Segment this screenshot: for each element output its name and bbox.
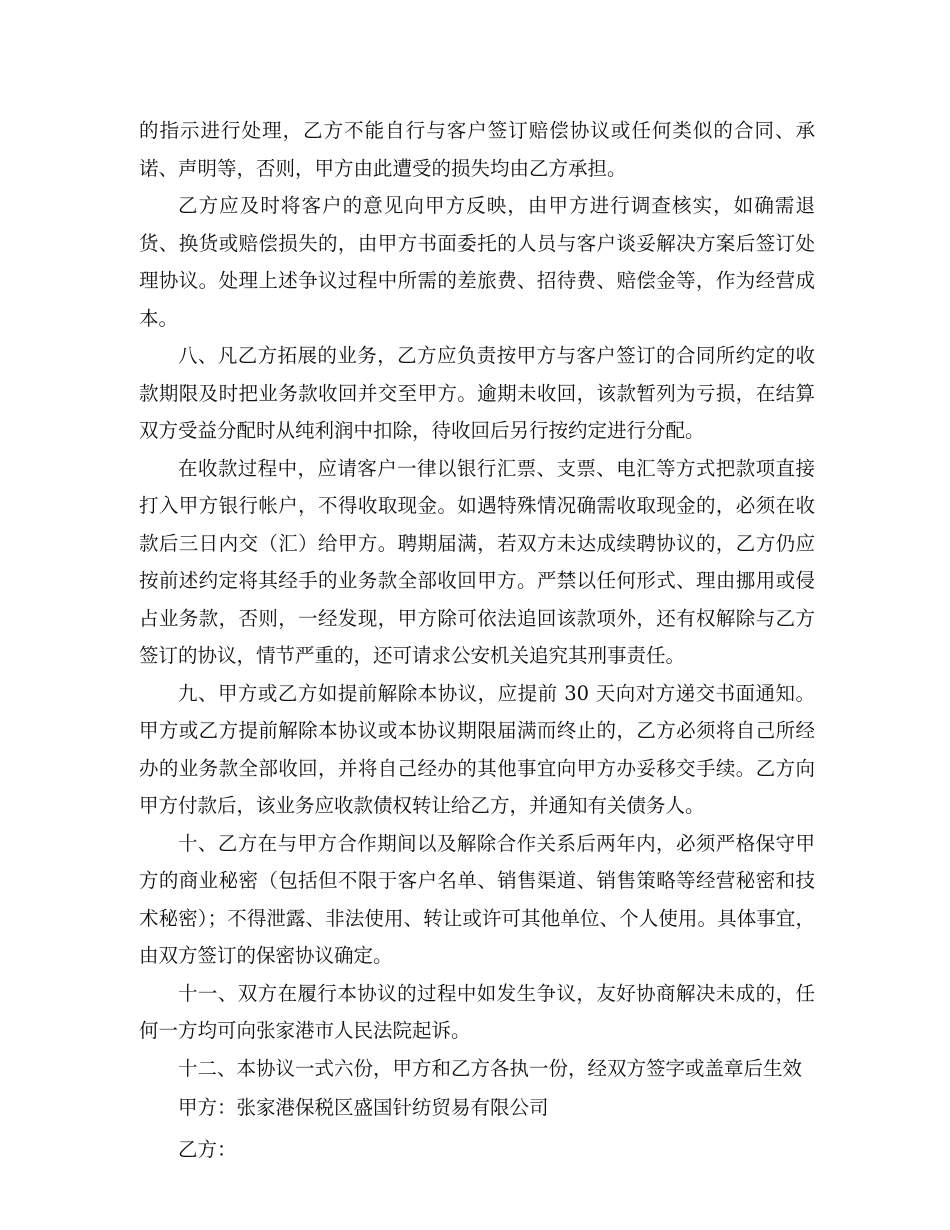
- party-a-signature: 甲方：张家港保税区盛国针纺贸易有限公司: [178, 1096, 549, 1119]
- paragraph-customer-feedback: 乙方应及时将客户的意见向甲方反映，由甲方进行调查核实，如确需退货、换货或赔偿损失的，由甲方书面委托的人员与客户谈妥解决方案后签订处理协议。处理上述争议过程中所需的差旅费、招待费、赔偿金等，作为经营成本。: [139, 194, 815, 330]
- document-body: [139, 112, 815, 1168]
- paragraph-payment-method: 在收款过程中，应请客户一律以银行汇票、支票、电汇等方式把款项直接打入甲方银行帐户，不得收取现金。如遇特殊情况确需收取现金的，必须在收款后三日内交（汇）给甲方。聘期届满，若双方未达成续聘协议的，乙方仍应按前述约定将其经手的业务款全部收回甲方。严禁以任何形式、理由挪用或侵占业务款，否则，一经发现，甲方除可依法追回该款项外，还有权解除与乙方签订的协议，情节严重的，还可请求公安机关追究其刑事责任。: [139, 456, 815, 667]
- clause-9-termination: 九、甲方或乙方如提前解除本协议，应提前 30 天向对方递交书面通知。甲方或乙方提前解除本协议或本协议期限届满而终止的，乙方必须将自己所经办的业务款全部收回，并将自己经办的其他事宜向甲方办妥移交手续。乙方向甲方付款后，该业务应收款债权转让给乙方，并通知有关债务人。: [139, 681, 815, 817]
- party-b-signature: 乙方：: [178, 1137, 237, 1161]
- clause-8-collection: 八、凡乙方拓展的业务，乙方应负责按甲方与客户签订的合同所约定的收款期限及时把业务款收回并交至甲方。逾期未收回，该款暂列为亏损，在结算双方受益分配时从纯利润中扣除，待收回后另行按约定进行分配。: [139, 344, 815, 442]
- clause-12-copies: 十二、本协议一式六份，甲方和乙方各执一份，经双方签字或盖章后生效: [178, 1056, 803, 1080]
- paragraph-continued-instructions: 的指示进行处理，乙方不能自行与客户签订赔偿协议或任何类似的合同、承诺、声明等，否则，甲方由此遭受的损失均由乙方承担。: [139, 119, 815, 180]
- clause-10-confidentiality: 十、乙方在与甲方合作期间以及解除合作关系后两年内，必须严格保守甲方的商业秘密（包括但不限于客户名单、销售渠道、销售策略等经营秘密和技术秘密）；不得泄露、非法使用、转让或许可其他单位、个人使用。具体事宜，由双方签订的保密协议确定。: [139, 831, 815, 967]
- clause-11-disputes: 十一、双方在履行本协议的过程中如发生争议，友好协商解决未成的，任何一方均可向张家港市人民法院起诉。: [139, 981, 815, 1042]
